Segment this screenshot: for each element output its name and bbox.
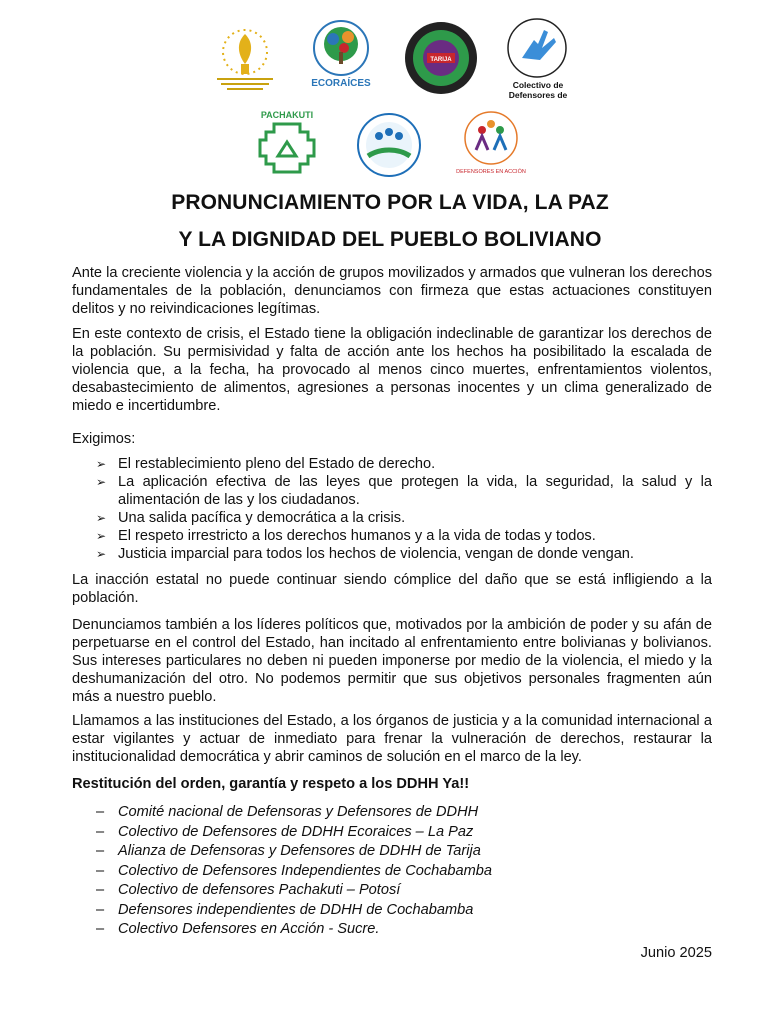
dash-bullet: – (96, 843, 105, 859)
signer-item: – Defensores independientes de DDHH de Cochabamba (96, 901, 492, 921)
title-line-1: PRONUNCIAMIENTO POR LA VIDA, LA PAZ (171, 191, 609, 214)
en-accion-caption: DEFENSORES EN ACCIÓN (456, 169, 526, 175)
comite-nacional-logo (205, 22, 285, 94)
demand-item: ➢ Justicia imparcial para todos los hechos de violencia, vengan de donde vengan. (96, 546, 634, 562)
arrow-bullet-icon: ➢ (96, 547, 107, 561)
dash-bullet: – (96, 921, 105, 937)
signer-item: – Colectivo de defensores Pachakuti – Potosí (96, 881, 492, 901)
dash-bullet: – (96, 882, 105, 898)
paragraph-1: Ante la creciente violencia y la acción de grupos movilizados y armados que vulneran los derechos fundamentales de la población, denunciamos con firmeza que estas actuaciones constituyen delitos y no reivindicaciones legítimas. (72, 265, 712, 317)
demand-item: ➢ El respeto irrestricto a los derechos humanos y a la vida de todas y todos. (96, 528, 596, 544)
arrow-bullet-icon: ➢ (96, 511, 107, 525)
slogan: Restitución del orden, garantía y respeto a los DDHH Ya!! (72, 776, 470, 792)
demand-item: ➢ La aplicación efectiva de las leyes que protegen la vida, la seguridad, la salud y la alimentación de las y los ciudadanos. (96, 474, 712, 508)
signer-item: – Colectivo de Defensores Independientes de Cochabamba (96, 862, 492, 882)
dash-bullet: – (96, 862, 105, 879)
title-line-2: Y LA DIGNIDAD DEL PUEBLO BOLIVIANO (178, 228, 602, 251)
ecoraices-caption: ECORAÍCES (311, 78, 371, 89)
colectivo-caption-2: Defensores de (508, 90, 568, 100)
arrow-bullet-icon: ➢ (96, 529, 107, 543)
paragraph-5: Llamamos a las instituciones del Estado, a los órganos de justicia y a la comunidad internacional a estar vigilantes y actuar de inmediato para frenar la vulneración de derechos, restaurar la institucionalidad democrática y abrir caminos de solución en el marco de la ley. (72, 713, 712, 765)
demand-item: ➢ Una salida pacífica y democrática a la crisis. (96, 510, 406, 526)
paragraph-3: La inacción estatal no puede continuar siendo cómplice del daño que se está infligiendo a la población. (72, 572, 712, 606)
cochabamba-defensores-logo (356, 112, 422, 178)
demands-list (96, 455, 712, 563)
document-date: Junio 2025 (640, 945, 712, 961)
paragraph-4: Denunciamos también a los líderes políticos que, motivados por la ambición de poder y su afán de perpetuarse en el control del Estado, han incitado al enfrentamiento entre bolivianas y bolivianos. Sus intereses particulares no deben ni pueden imponerse por medio de la violencia, el miedo y la deshumanización del otro. No podemos permitir que sus objetivos personales fragmenten aún más a nuestro pueblo. (72, 617, 712, 705)
signer-item: – Colectivo de Defensores de DDHH Ecoraices – La Paz (96, 823, 492, 843)
exigimos-label: Exigimos: (72, 431, 136, 447)
tarija-caption: TARIJA (430, 57, 452, 63)
dash-bullet: – (96, 823, 105, 840)
defensores-en-accion-logo (456, 110, 526, 166)
colectivo-hand-logo (504, 18, 570, 80)
signer-item: – Alianza de Defensoras y Defensores de DDHH de Tarija (96, 842, 492, 862)
colectivo-caption-1: Colectivo de (512, 80, 564, 90)
signer-item: – Colectivo Defensores en Acción - Sucre. (96, 920, 492, 940)
arrow-bullet-icon: ➢ (96, 475, 107, 489)
dash-bullet: – (96, 901, 105, 918)
dash-bullet: – (96, 804, 105, 820)
paragraph-2: En este contexto de crisis, el Estado tiene la obligación indeclinable de garantizar los derechos de la población. Su permisividad y falta de acción ante los hechos ha posibilitado la escalada de violencia que, a la fecha, ha provocado al menos cinco muertes, enfrentamientos violentos, desabastecimiento de alimentos, agresiones a personas inocentes y un clima generalizado de miedo e incertidumbre. (72, 326, 712, 414)
pachakuti-caption: PACHAKUTI (260, 110, 314, 120)
signer-item: – Comité nacional de Defensoras y Defensores de DDHH (96, 803, 492, 823)
arrow-bullet-icon: ➢ (96, 457, 107, 471)
signers-list (96, 803, 492, 940)
demand-item: ➢ El restablecimiento pleno del Estado de derecho. (96, 456, 436, 472)
